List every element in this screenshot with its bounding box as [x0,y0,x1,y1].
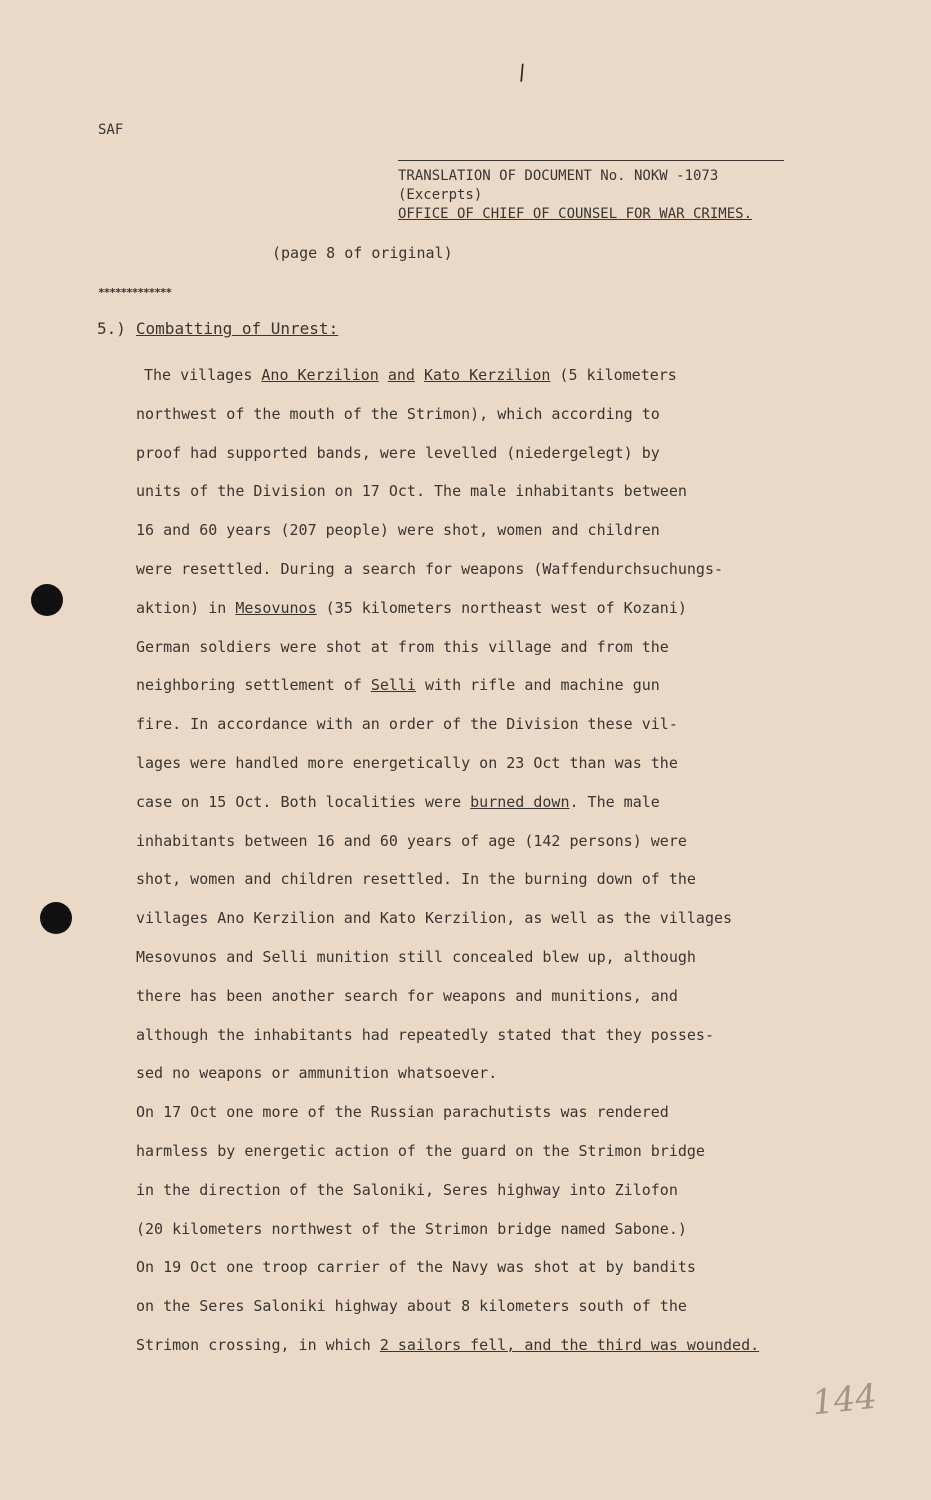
text-line: were resettled. During a search for weapons (Waffendurchsuchungs- [136,559,723,578]
underlined-term: and [387,366,415,384]
text-line: in the direction of the Saloniki, Seres highway into Zilofon [136,1180,678,1199]
text-line: villages Ano Kerzilion and Kato Kerzilion, as well as the villages [136,909,733,928]
punch-hole [31,584,63,616]
text-line: although the inhabitants had repeatedly stated that they posses- [136,1025,714,1044]
initials: SAF [98,122,124,138]
text-line: inhabitants between 16 and 60 years of age (142 persons) were [136,831,687,850]
underlined-term: burned down [470,792,570,811]
underlined-term: Kato Kerzilion [423,366,551,384]
handwritten-mark: / [512,58,532,86]
underlined-term: Ano Kerzilion [261,366,379,384]
text-line: neighboring settlement of Selli with rifle and machine gun [136,676,660,695]
text-line: units of the Division on 17 Oct. The male inhabitants between [136,482,687,501]
text-line: aktion) in Mesovunos (35 kilometers northeast west of Kozani) [136,598,687,617]
text-line: on the Seres Saloniki highway about 8 kilometers south of the [136,1297,687,1316]
text-line: fire. In accordance with an order of the Division these vil- [136,715,678,734]
text-line: (20 kilometers northwest of the Strimon bridge named Sabone.) [136,1219,687,1238]
section-title: Combatting of Unrest: [135,319,339,338]
page-reference: (page 8 of original) [272,244,453,262]
text-line: northwest of the mouth of the Strimon), which according to [136,404,660,423]
text-line: harmless by energetic action of the guard on the Strimon bridge [136,1141,705,1160]
body-text [136,356,816,1365]
text-line: Mesovunos and Selli munition still concealed blew up, although [136,947,696,966]
underlined-term: Mesovunos [235,598,317,617]
heading-office: OFFICE OF CHIEF OF COUNSEL FOR WAR CRIMES. [398,206,753,222]
underlined-term: 2 sailors fell, and the third was wounded. [379,1335,760,1354]
text-line: shot, women and children resettled. In the burning down of the [136,870,696,889]
text-line: lages were handled more energetically on 23 Oct than was the [136,753,678,772]
text-line: German soldiers were shot at from this village and from the [136,637,669,656]
heading-title: TRANSLATION OF DOCUMENT No. NOKW -1073 [398,168,719,184]
asterisk-divider: ************* [98,286,172,299]
section-heading [97,319,338,338]
text-line: 16 and 60 years (207 people) were shot, women and children [136,521,660,540]
handwritten-page-number: 144 [810,1376,879,1424]
punch-hole [40,902,72,934]
text-line: On 19 Oct one troop carrier of the Navy was shot at by bandits [136,1258,696,1277]
text-line: sed no weapons or ammunition whatsoever. [136,1064,498,1083]
underlined-term: Selli [370,676,416,695]
section-number: 5.) [97,319,126,338]
document-heading [398,160,784,224]
text-line: proof had supported bands, were levelled (niedergelegt) by [136,443,660,462]
heading-subtitle: (Excerpts) [398,187,483,203]
text-line: Strimon crossing, in which 2 sailors fell, and the third was wounded. [136,1335,760,1354]
text-line: The villages Ano Kerzilion and Kato Kerzilion (5 kilometers [144,366,677,384]
text-line: case on 15 Oct. Both localities were burned down. The male [136,792,660,811]
text-line: On 17 Oct one more of the Russian parachutists was rendered [136,1103,669,1122]
text-line: there has been another search for weapons and munitions, and [136,986,678,1005]
